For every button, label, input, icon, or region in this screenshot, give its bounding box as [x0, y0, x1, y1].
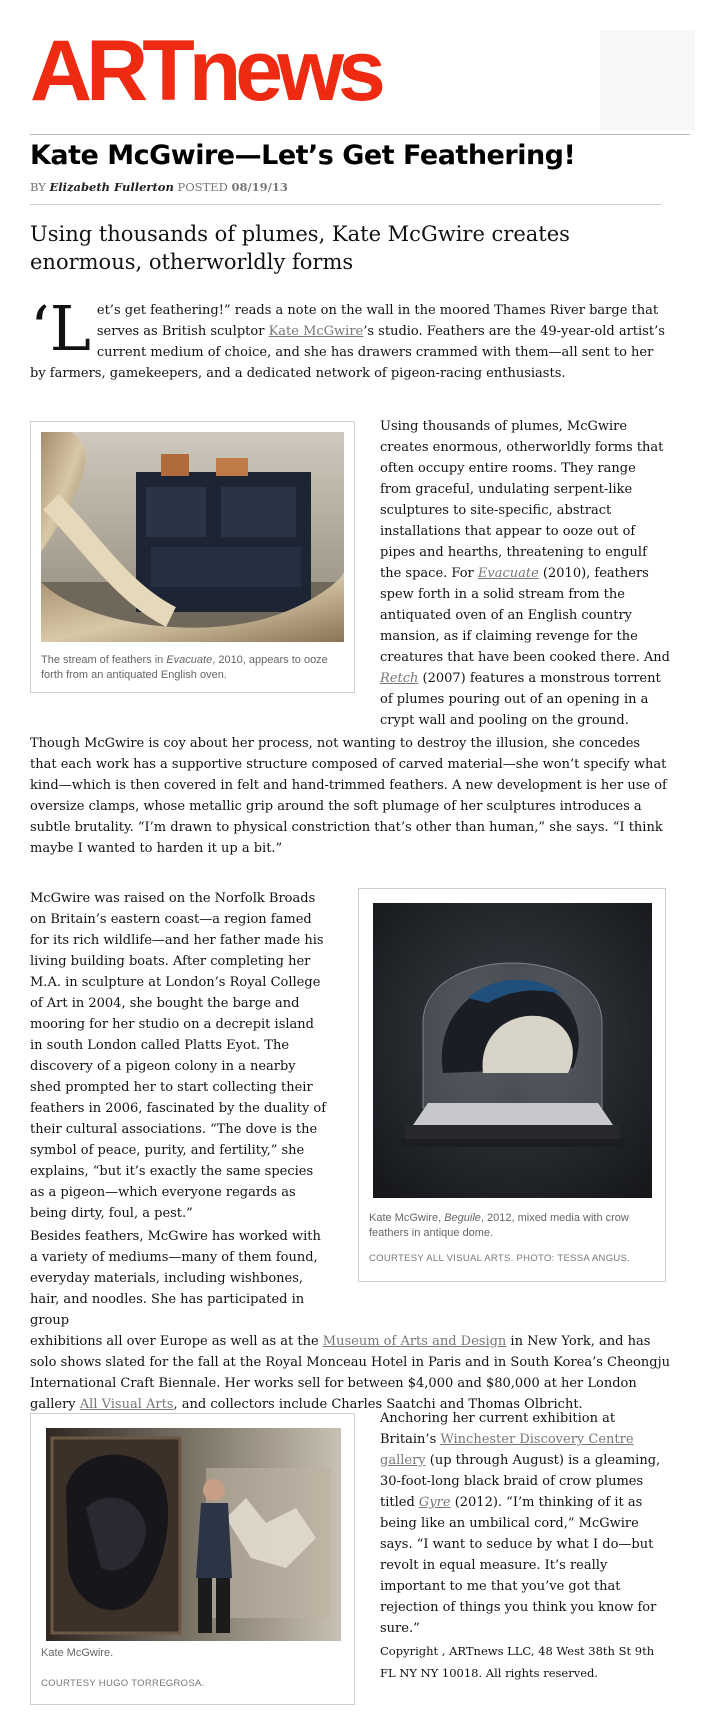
figure-evacuate: [30, 421, 355, 693]
winchester-link[interactable]: Winchester Discovery Centre gallery: [380, 1432, 634, 1468]
paragraph-mediums-text: , and collectors include Charles Saatchi and Thomas Olbricht.: [173, 1397, 583, 1412]
byline: [30, 180, 288, 194]
evacuate-caption: [41, 653, 341, 683]
byline-posted: POSTED: [177, 180, 228, 194]
header-ad-space: [600, 30, 695, 130]
intro-text-2: ’s studio. Feathers are the 49-year-old artist’s current medium of choice, and she has drawers crammed with them—all sent to her by farmers, gamekeepers, and a dedicated network of pigeon-racing enthusiasts.: [30, 324, 665, 381]
column-3-text: (2012). “I’m thinking of it as being like an umbilical cord,” McGwire says. “I want to seduce by what I do—but revolt in equal measure. It’s really important to me that you’ve got that rejection of things you think you know for sure.”: [380, 1495, 657, 1636]
byline-date: 08/19/13: [231, 180, 288, 194]
title-divider: [30, 204, 662, 205]
drop-cap: ‘L: [30, 292, 91, 365]
byline-by: BY: [30, 180, 46, 194]
article-subtitle: Using thousands of plumes, Kate McGwire creates enormous, otherworldly forms: [30, 222, 570, 274]
portrait-credit: COURTESY HUGO TORREGROSA.: [41, 1678, 205, 1689]
header-divider: [30, 134, 690, 135]
caption-work-title: Evacuate: [166, 654, 213, 666]
caption-work-title: Beguile: [444, 1212, 481, 1224]
figure-beguile: [358, 888, 666, 1282]
article-title: Kate McGwire—Let’s Get Feathering!: [30, 140, 576, 171]
paragraph-mediums: [30, 1226, 670, 1415]
column-3-text: Anchoring her current exhibition at Britain’s: [380, 1411, 616, 1447]
byline-author: Elizabeth Fullerton: [49, 180, 174, 194]
beguile-credit: COURTESY ALL VISUAL ARTS. PHOTO: TESSA ANGUS.: [369, 1253, 631, 1264]
column-text-1: [380, 416, 670, 731]
caption-text: Kate McGwire,: [369, 1212, 445, 1224]
caption-text: , 2012, mixed media with crow feathers in antique dome.: [369, 1212, 629, 1239]
copyright-notice: Copyright , ARTnews LLC, 48 West 38th St 9th FL NY NY 10018. All rights reserved.: [380, 1644, 655, 1680]
paragraph-mediums-text: Besides feathers, McGwire has worked with a variety of mediums—many of them found, everyday materials, including wishbones, hair, and noodles. She has participated in group: [30, 1229, 321, 1328]
retch-link[interactable]: Retch: [380, 671, 419, 686]
portrait-photo[interactable]: [46, 1428, 341, 1641]
evacuate-link[interactable]: Evacuate: [477, 566, 539, 581]
paragraph-mediums-text: in New York, and has solo shows slated for the fall at the Royal Monceau Hotel in Paris and in South Korea’s Cheongju International Craft Biennale. Her works sell for between $4,000 and $80,000 at her London gallery: [30, 1334, 670, 1412]
paragraph-process: [30, 733, 670, 859]
beguile-photo[interactable]: [373, 903, 652, 1198]
portrait-caption: Kate McGwire.: [41, 1647, 114, 1659]
museum-link[interactable]: Museum of Arts and Design: [322, 1334, 507, 1349]
column-1-text: Using thousands of plumes, McGwire creates enormous, otherworldly forms that often occupy entire rooms. They range from graceful, undulating serpent-like sculptures to site-specific, abstract installations that appear to ooze out of pipes and hearths, threatening to engulf the space. For: [380, 419, 664, 581]
column-1-text: (2010), feathers spew forth in a solid stream from the antiquated oven of an English country mansion, as if claiming revenge for the creatures that have been cooked there. And: [380, 566, 670, 665]
figure-portrait: [30, 1413, 355, 1705]
paragraph-process-text: Though McGwire is coy about her process, not wanting to destroy the illusion, she concedes that each work has a supportive structure composed of carved material—she won’t specify what kind—which is then covered in felt and hand-trimmed feathers. A new development is her use of oversize clamps, whose metallic grip around the soft plumage of her sculptures introduces a subtle brutality. “I’m drawn to physical constriction that’s other than human,” she says. “I think maybe I wanted to harden it up a bit.”: [30, 736, 667, 856]
caption-text: , 2010, appears to ooze forth from an antiquated English oven.: [41, 654, 328, 681]
column-text-2: [30, 888, 330, 1224]
intro-paragraph: [30, 292, 670, 384]
intro-text-1: et’s get feathering!” reads a note on the wall in the moored Thames River barge that serves as British sculptor: [96, 303, 659, 339]
caption-text: The stream of feathers in: [41, 654, 167, 666]
column-text-3: [380, 1408, 670, 1639]
gallery-link[interactable]: All Visual Arts: [79, 1397, 174, 1412]
column-2-text: McGwire was raised on the Norfolk Broads on Britain’s eastern coast—a region famed for its rich wildlife—and her father made his living building boats. After completing her M.A. in sculpture at London’s Royal College of Art in 2004, she bought the barge and mooring for her studio on a decrepit island in south London called Platts Eyot. The discovery of a pigeon colony in a nearby shed prompted her to start collecting their feathers in 2006, fascinated by the duality of their cultural associations. “The dove is the symbol of peace, purity, and fertility,” she explains, “but it’s exactly the same species as a pigeon—which everyone regards as being dirty, foul, a pest.”: [30, 891, 327, 1221]
column-3-text: (up through August) is a gleaming, 30-foot-long black braid of crow plumes titled: [380, 1453, 661, 1510]
artist-link[interactable]: Kate McGwire: [268, 324, 364, 339]
column-1-text: (2007) features a monstrous torrent of plumes pouring out of an opening in a crypt wall and pooling on the ground.: [380, 671, 661, 728]
evacuate-photo[interactable]: [41, 432, 344, 642]
gyre-link[interactable]: Gyre: [418, 1495, 451, 1510]
artnews-logo[interactable]: ARTnews: [30, 23, 380, 119]
paragraph-mediums-text: exhibitions all over Europe as well as at the: [30, 1334, 323, 1349]
